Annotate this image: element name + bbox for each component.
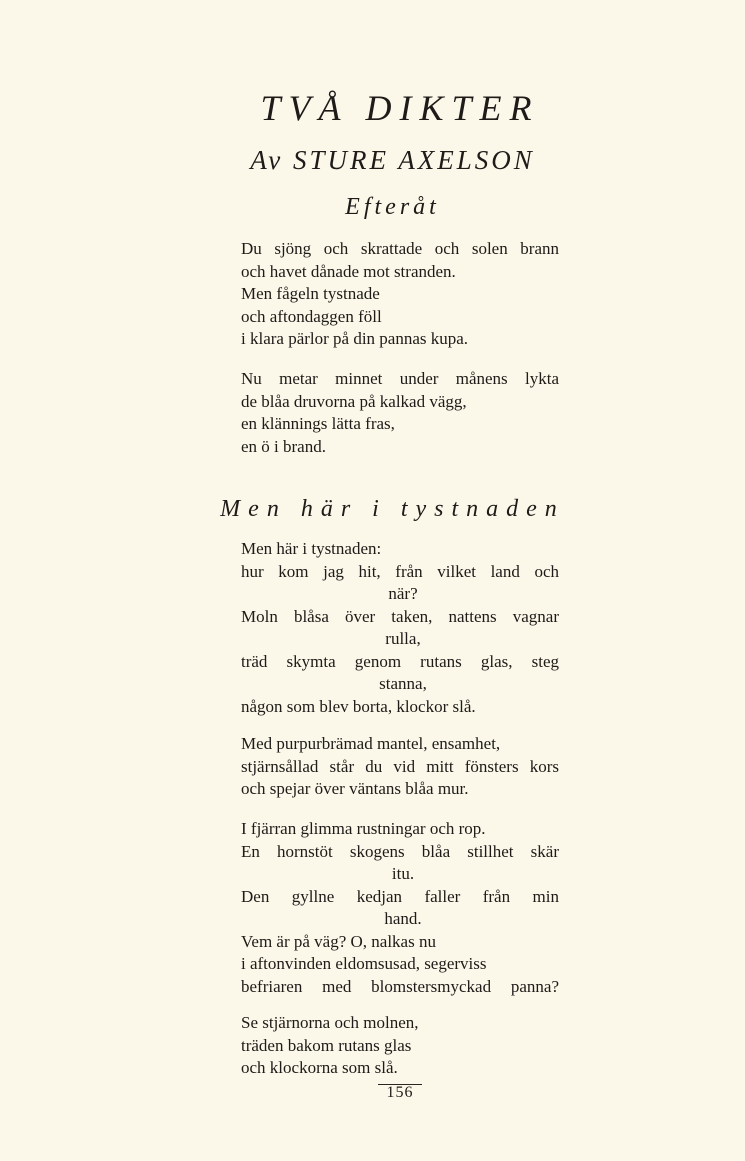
poem-line-continuation: när?	[388, 584, 418, 603]
poem-line: Moln blåsa över taken, nattens vagnar	[241, 606, 559, 626]
poem-line: befriaren med blomstersmyckad panna?	[241, 976, 559, 996]
poem-line-continuation: itu.	[391, 864, 415, 883]
poem-line-continuation: stanna,	[379, 674, 427, 693]
poem-line: Du sjöng och skrattade och solen brann	[241, 239, 559, 258]
poem-line: Nu metar minnet under månens lykta	[241, 369, 559, 388]
poem-title-men-har-i-tystnaden: Men här i tystnaden	[220, 496, 565, 522]
poem-line-continuation: rulla,	[385, 629, 421, 648]
poem-line: Men här i tystnaden:	[241, 539, 382, 558]
poem-line: en klännings lätta fras,	[241, 414, 395, 433]
poem-line: stjärnsållad står du vid mitt fönsters kors	[241, 756, 559, 776]
poem-line: En hornstöt skogens blåa stillhet skär	[241, 841, 559, 861]
page-title: TVÅ DIKTER	[260, 88, 540, 128]
stanza	[241, 818, 559, 998]
poem-line-continuation: hand.	[384, 909, 422, 928]
poem-line: Den gyllne kedjan faller från min	[241, 886, 559, 906]
poem-line: i klara pärlor på din pannas kupa.	[241, 329, 469, 348]
poem-line: och aftondaggen föll	[241, 306, 382, 326]
poem-line: och spejar över väntans blåa mur.	[241, 779, 469, 798]
poem-title-efterat: Efteråt	[345, 194, 440, 220]
page-number: 156	[386, 1084, 414, 1101]
stanza	[241, 733, 559, 801]
stanza	[241, 368, 559, 458]
poem-line: träden bakom rutans glas	[241, 1035, 412, 1055]
poem-line: träd skymta genom rutans glas, steg	[241, 651, 559, 671]
poem-line: en ö i brand.	[241, 436, 326, 456]
poem-line: i aftonvinden eldomsusad, segerviss	[241, 954, 487, 973]
poem-line: någon som blev borta, klockor slå.	[241, 696, 476, 716]
poem-line: och havet dånade mot stranden.	[241, 261, 456, 281]
poem-line: Med purpurbrämad mantel, ensamhet,	[241, 734, 501, 753]
stanza	[241, 1012, 559, 1080]
poem-line: de blåa druvorna på kalkad vägg,	[241, 391, 467, 411]
poem-line: hur kom jag hit, från vilket land och	[241, 561, 559, 581]
poem-line: och klockorna som slå.	[241, 1058, 398, 1077]
stanza	[241, 538, 559, 718]
poem-line: I fjärran glimma rustningar och rop.	[241, 819, 486, 838]
author-byline: Av STURE AXELSON	[250, 145, 535, 175]
stanza	[241, 238, 559, 351]
poem-line: Se stjärnorna och molnen,	[241, 1013, 419, 1032]
poem-line: Men fågeln tystnade	[241, 284, 380, 303]
poem-line: Vem är på väg? O, nalkas nu	[241, 931, 436, 951]
